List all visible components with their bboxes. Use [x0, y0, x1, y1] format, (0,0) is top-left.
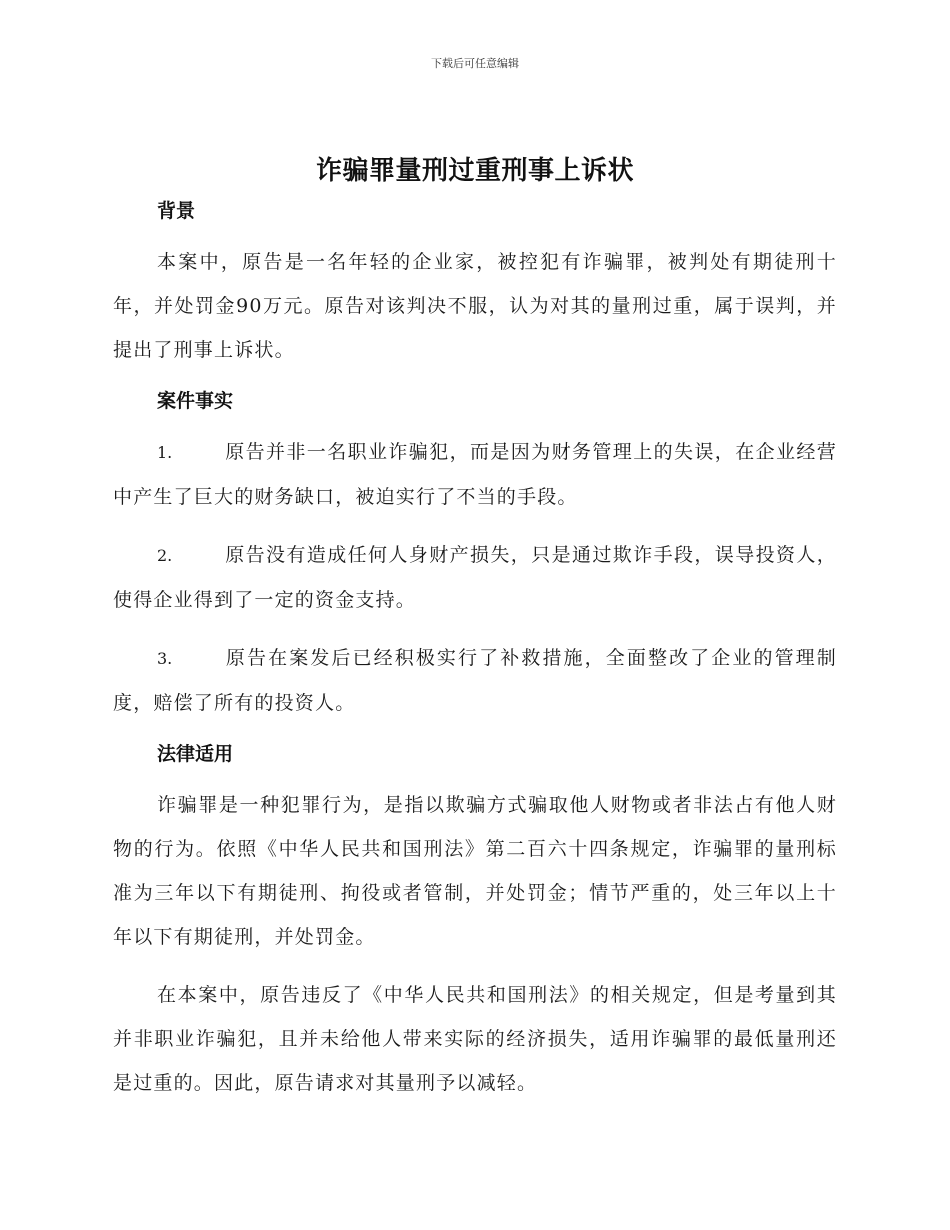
law-paragraph: 诈骗罪是一种犯罪行为，是指以欺骗方式骗取他人财物或者非法占有他人财物的行为。依照《中华人民共和国刑法》第二百六十四条规定，诈骗罪的量刑标准为三年以下有期徒刑、拘役或者管制，并处罚金；情节严重的，处三年以上十年以下有期徒刑，并处罚金。	[113, 794, 837, 948]
section-heading-facts: 案件事实	[157, 390, 234, 412]
fact-item	[113, 636, 837, 725]
fact-item-number: 1.	[157, 443, 173, 462]
law-paragraph: 在本案中，原告违反了《中华人民共和国刑法》的相关规定，但是考量到其并非职业诈骗犯，且并未给他人带来实际的经济损失，适用诈骗罪的最低量刑还是过重的。因此，原告请求对其量刑予以减轻。	[113, 984, 837, 1094]
section-heading-background: 背景	[157, 200, 196, 222]
fact-item-text: 原告并非一名职业诈骗犯，而是因为财务管理上的失误，在企业经营中产生了巨大的财务缺口，被迫实行了不当的手段。	[113, 441, 837, 508]
fact-item-text: 原告在案发后已经积极实行了补救措施，全面整改了企业的管理制度，赔偿了所有的投资人。	[113, 647, 837, 714]
page-header-note: 下载后可任意编辑	[431, 57, 519, 70]
fact-item	[113, 430, 837, 519]
document-body	[113, 196, 837, 1105]
fact-item-number: 2.	[157, 546, 173, 565]
background-paragraph: 本案中，原告是一名年轻的企业家，被控犯有诈骗罪，被判处有期徒刑十年，并处罚金90万元。原告对该判决不服，认为对其的量刑过重，属于误判，并提出了刑事上诉状。	[113, 251, 837, 361]
fact-item-number: 3.	[157, 649, 173, 668]
fact-item-text: 原告没有造成任何人身财产损失，只是通过欺诈手段，误导投资人，使得企业得到了一定的资金支持。	[113, 544, 837, 611]
document-title: 诈骗罪量刑过重刑事上诉状	[315, 156, 634, 186]
fact-item	[113, 533, 837, 622]
section-heading-law: 法律适用	[157, 743, 234, 765]
